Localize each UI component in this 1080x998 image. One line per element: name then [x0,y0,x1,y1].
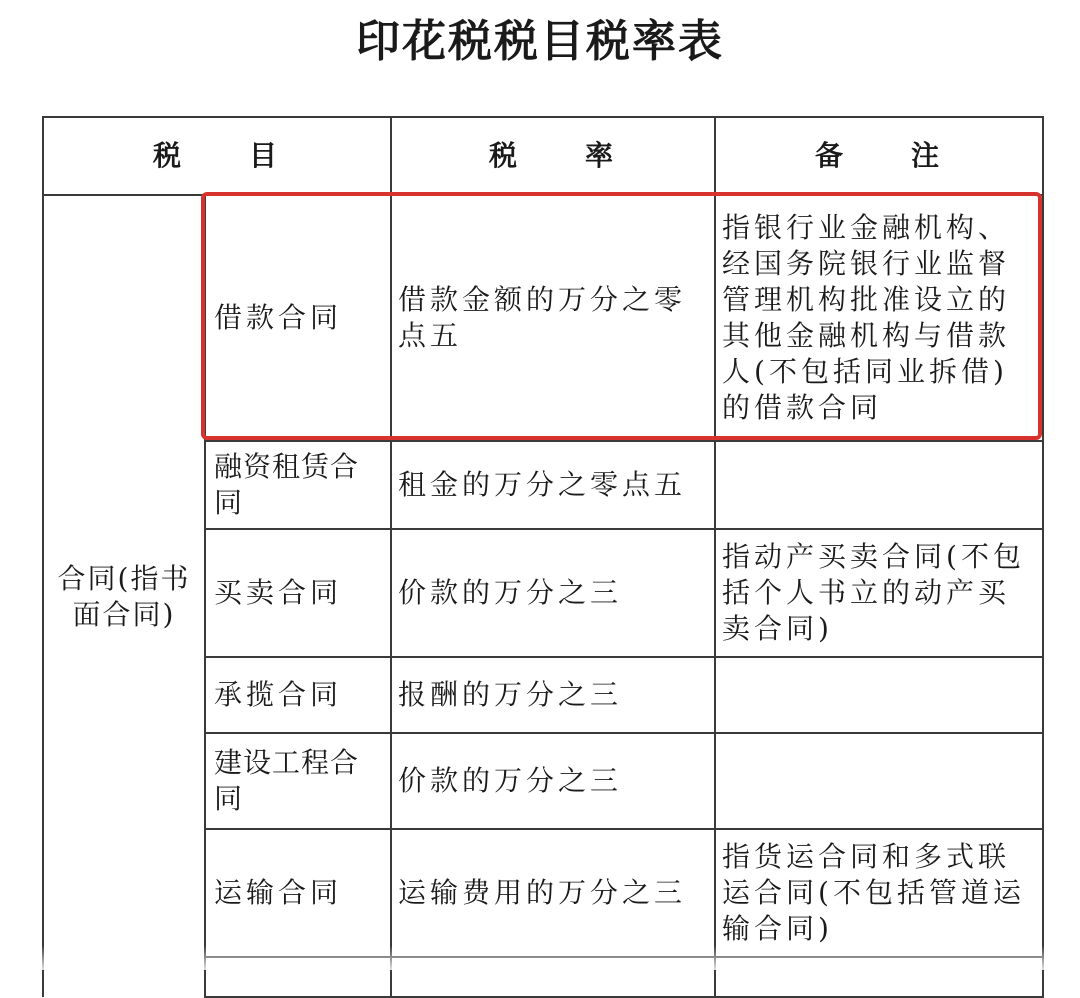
header-rate: 税 率 [391,117,715,195]
category-cell: 合同(指书面合同) [43,195,205,997]
note-cell-empty [715,957,1043,997]
table-header-row [43,117,1043,195]
note-cell: 指动产买卖合同(不包括个人书立的动产买卖合同) [715,529,1043,657]
header-item: 税 目 [43,117,391,195]
page-title: 印花税税目税率表 [356,16,724,67]
note-cell: 指银行业金融机构、经国务院银行业监督管理机构批准设立的其他金融机构与借款人(不包括同业拆借)的借款合同 [715,195,1043,441]
item-cell: 运输合同 [205,829,391,957]
note-cell [715,441,1043,529]
item-cell-empty [205,957,391,997]
note-cell [715,657,1043,733]
rate-cell: 运输费用的万分之三 [391,829,715,957]
item-cell: 融资租赁合同 [205,441,391,529]
item-cell: 建设工程合同 [205,733,391,829]
rate-cell: 借款金额的万分之零点五 [391,195,715,441]
rate-cell-empty [391,957,715,997]
note-cell [715,733,1043,829]
item-cell: 买卖合同 [205,529,391,657]
note-cell: 指货运合同和多式联运合同(不包括管道运输合同) [715,829,1043,957]
table-row [43,195,1043,441]
item-cell: 借款合同 [205,195,391,441]
rate-cell: 租金的万分之零点五 [391,441,715,529]
item-cell: 承揽合同 [205,657,391,733]
tax-rate-table [42,116,1044,998]
rate-cell: 价款的万分之三 [391,529,715,657]
header-note: 备 注 [715,117,1043,195]
rate-cell: 报酬的万分之三 [391,657,715,733]
rate-cell: 价款的万分之三 [391,733,715,829]
